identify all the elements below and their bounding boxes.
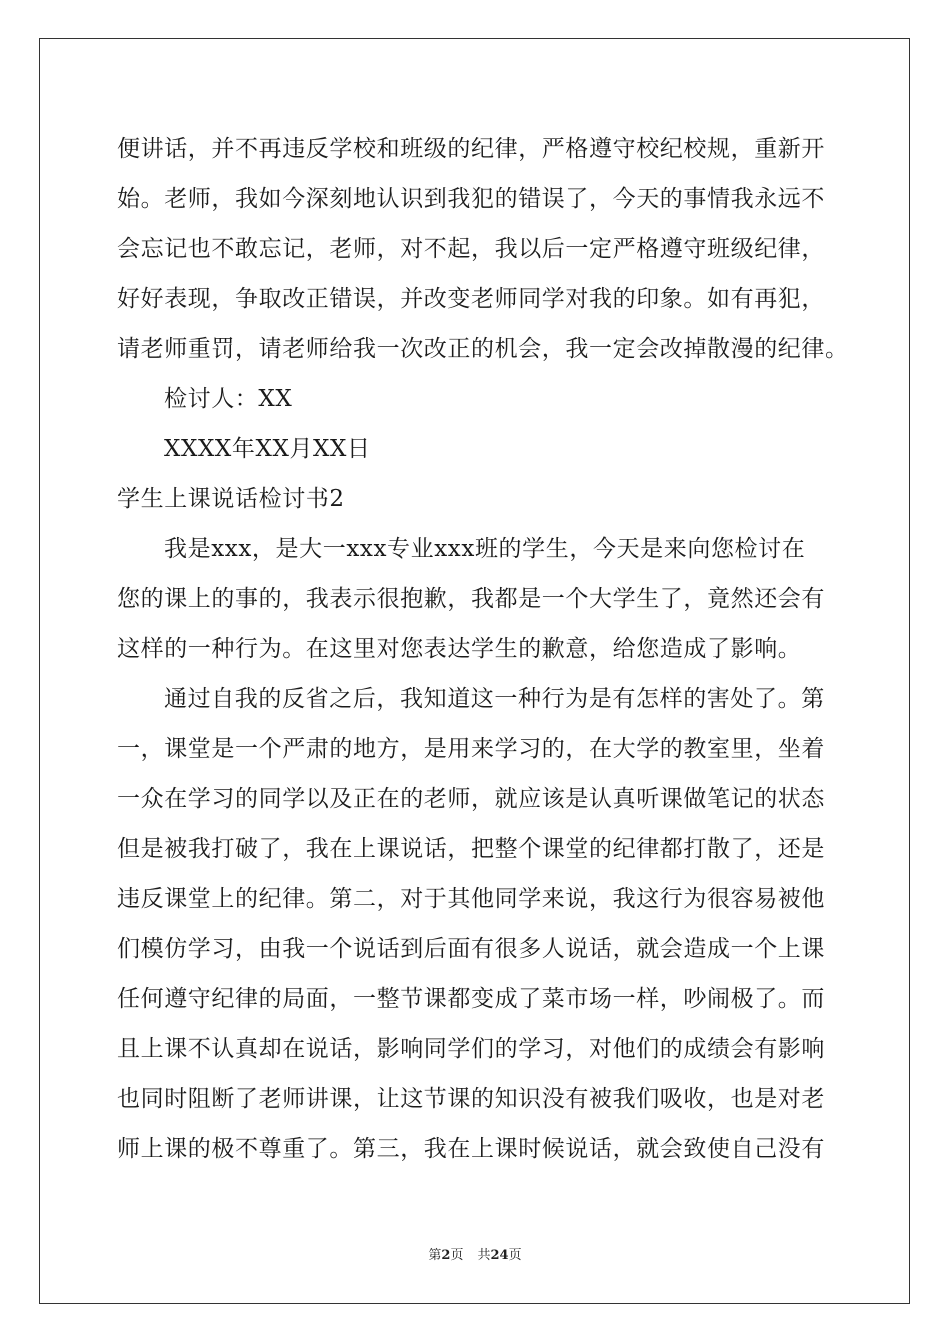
body-line: 会忘记也不敢忘记，老师，对不起，我以后一定严格遵守班级纪律， bbox=[117, 236, 825, 262]
body-line: 始。老师，我如今深刻地认识到我犯的错误了，今天的事情我永远不 bbox=[117, 186, 825, 212]
total-prefix: 共 bbox=[477, 1248, 491, 1263]
page-number: 2 bbox=[441, 1248, 451, 1263]
body-line: 您的课上的事的，我表示很抱歉，我都是一个大学生了，竟然还会有 bbox=[117, 586, 825, 612]
total-suffix: 页 bbox=[508, 1248, 522, 1263]
body-line: 便讲话，并不再违反学校和班级的纪律，严格遵守校纪校规，重新开 bbox=[117, 136, 825, 162]
body-line: 任何遵守纪律的局面，一整节课都变成了菜市场一样，吵闹极了。而 bbox=[117, 986, 825, 1012]
body-line: 这样的一种行为。在这里对您表达学生的歉意，给您造成了影响。 bbox=[117, 636, 802, 662]
body-line: 通过自我的反省之后，我知道这一种行为是有怎样的害处了。第 bbox=[164, 686, 825, 712]
body-line: 一，课堂是一个严肃的地方，是用来学习的，在大学的教室里，坐着 bbox=[117, 736, 825, 762]
body-line: 也同时阻断了老师讲课，让这节课的知识没有被我们吸收，也是对老 bbox=[117, 1086, 825, 1112]
body-line: 我是xxx，是大一xxx专业xxx班的学生，今天是来向您检讨在 bbox=[164, 536, 806, 562]
body-line: 请老师重罚，请老师给我一次改正的机会，我一定会改掉散漫的纪律。 bbox=[117, 336, 849, 362]
body-line: 且上课不认真却在说话，影响同学们的学习，对他们的成绩会有影响 bbox=[117, 1036, 825, 1062]
section-heading: 学生上课说话检讨书2 bbox=[117, 486, 345, 512]
date-line: XXXX年XX月XX日 bbox=[164, 436, 371, 462]
page-footer bbox=[0, 1247, 950, 1265]
page-suffix: 页 bbox=[450, 1248, 464, 1263]
body-line: 违反课堂上的纪律。第二，对于其他同学来说，我这行为很容易被他 bbox=[117, 886, 825, 912]
body-line: 好好表现，争取改正错误，并改变老师同学对我的印象。如有再犯， bbox=[117, 286, 825, 312]
signature-line: 检讨人：XX bbox=[164, 386, 293, 412]
total-pages: 24 bbox=[490, 1248, 509, 1263]
body-line: 们模仿学习，由我一个说话到后面有很多人说话，就会造成一个上课 bbox=[117, 936, 825, 962]
body-line: 但是被我打破了，我在上课说话，把整个课堂的纪律都打散了，还是 bbox=[117, 836, 825, 862]
body-line: 师上课的极不尊重了。第三，我在上课时候说话，就会致使自己没有 bbox=[117, 1136, 825, 1162]
body-line: 一众在学习的同学以及正在的老师，就应该是认真听课做笔记的状态 bbox=[117, 786, 825, 812]
page-border bbox=[39, 38, 910, 1304]
page-prefix: 第 bbox=[428, 1248, 442, 1263]
